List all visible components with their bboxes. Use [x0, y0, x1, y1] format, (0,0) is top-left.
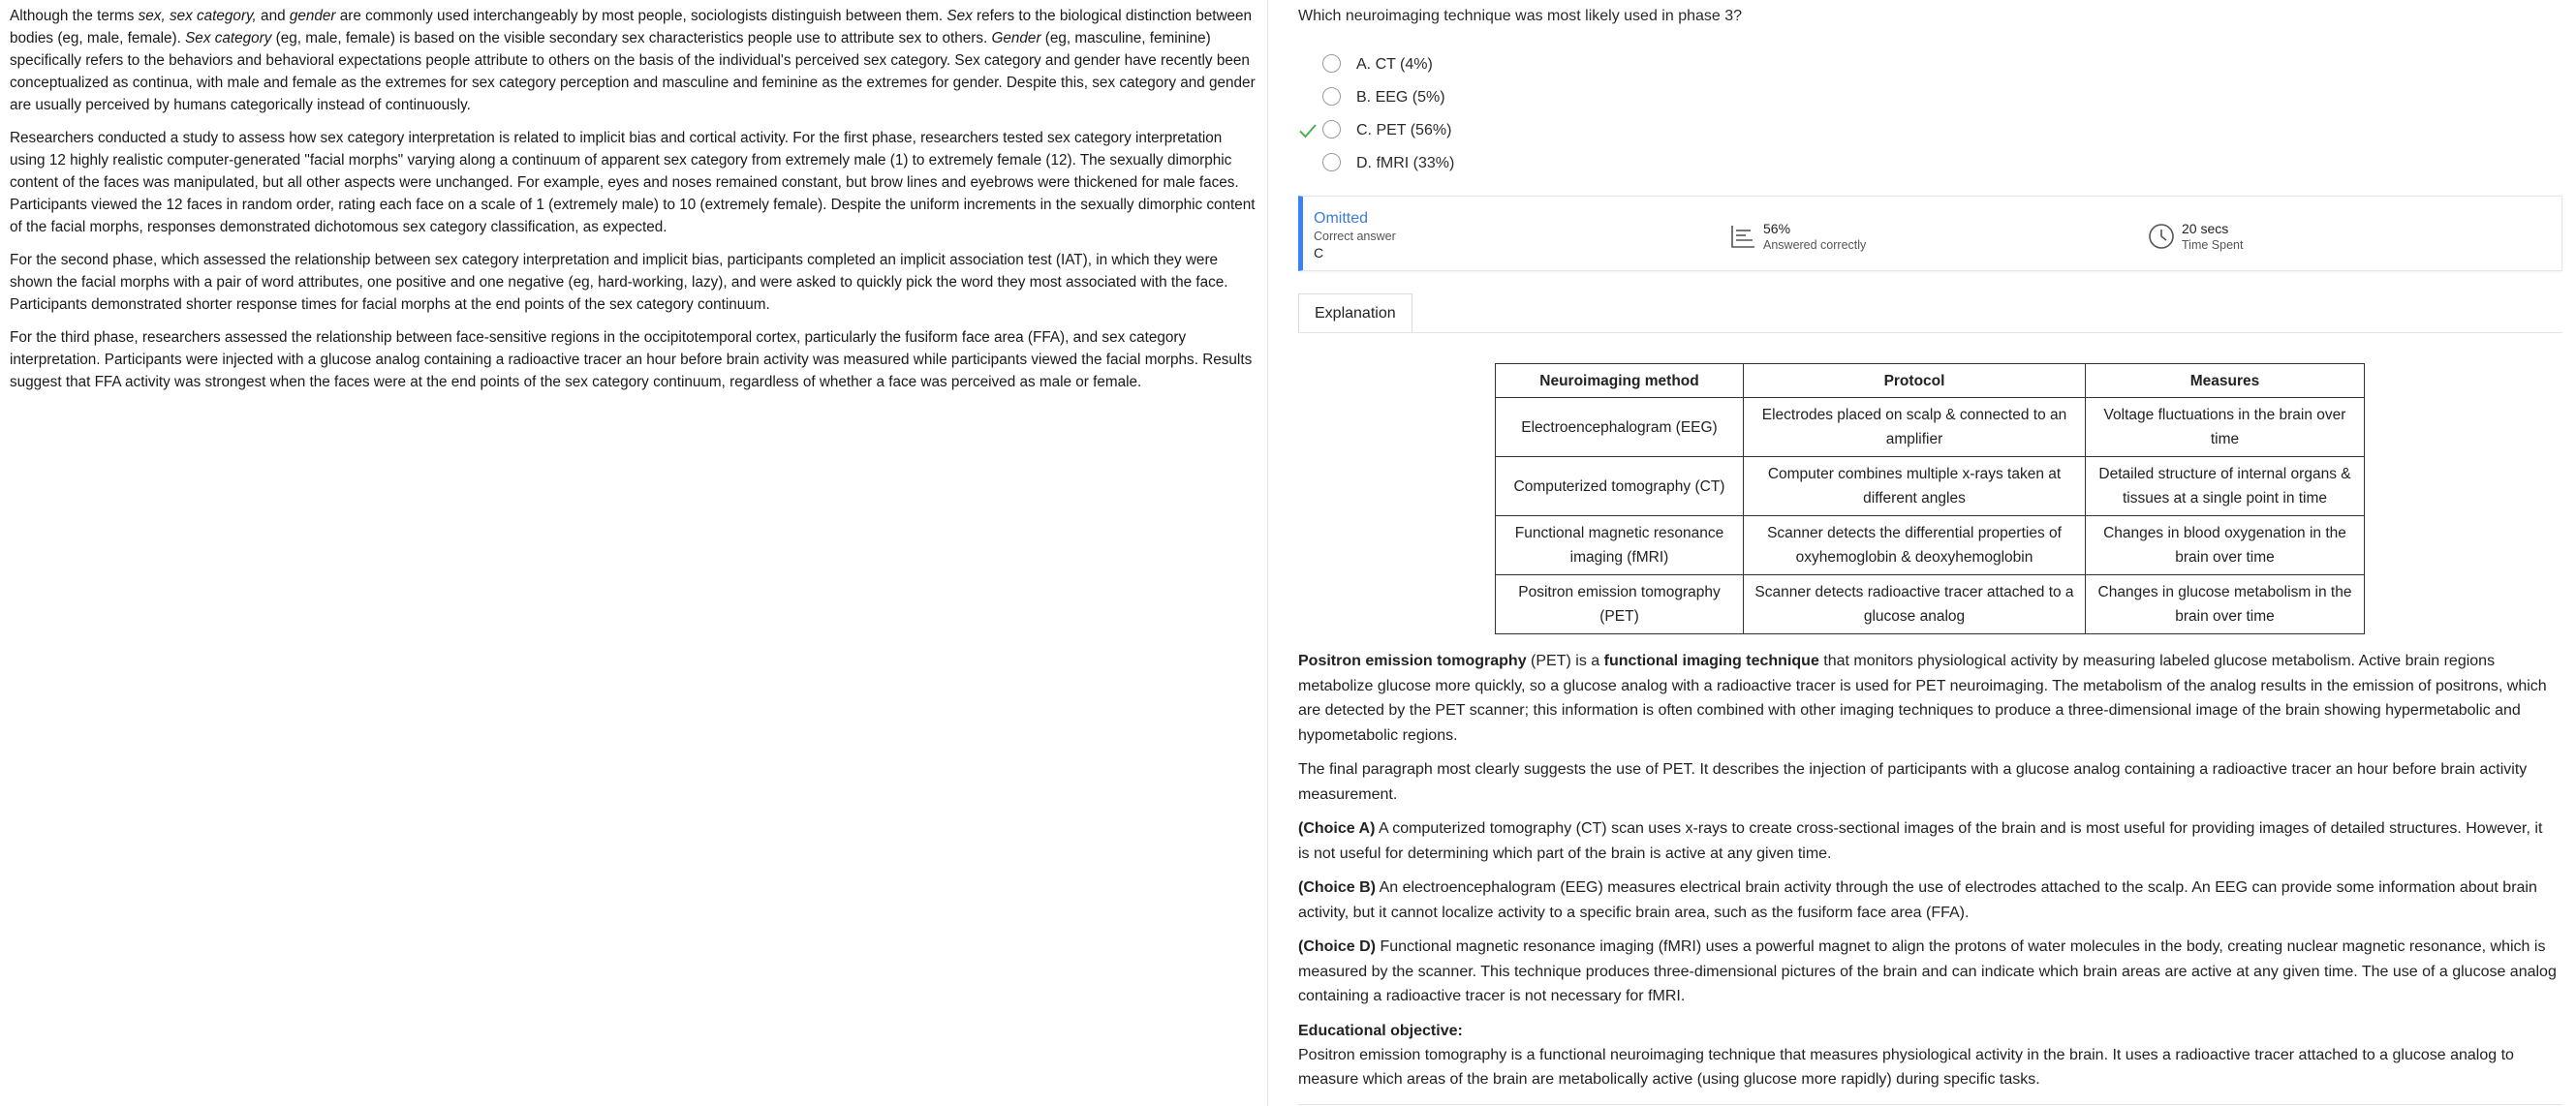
text: A computerized tomography (CT) scan uses x-rays to create cross-sectional images of the brain and is most useful for providing images of detailed structures. However, it is not useful for determining which part of the brain is active at any given time. [1298, 820, 2543, 862]
neuroimaging-table [1495, 363, 2365, 634]
header-protocol: Protocol [1744, 364, 2086, 398]
text: (PET) is a [1526, 653, 1604, 669]
term-sex: Sex [947, 8, 973, 24]
text: Although the terms [10, 8, 139, 24]
term-gender: gender [289, 8, 336, 24]
table-row [1496, 457, 2365, 516]
tab-explanation[interactable]: Explanation [1298, 293, 1412, 333]
radio-button[interactable] [1322, 54, 1341, 73]
passage-paragraph-2: Researchers conducted a study to assess how sex category interpretation is related to implicit bias and cortical activity. For the first phase, researchers tested sex category interpretation using 12 highly realistic computer-generated "facial morphs" varying along a continuum of apparent sex category from extremely male (1) to extremely female (12). The sexually dimorphic content of the faces was manipulated, but all other aspects were unchanged. For example, eyes and noses remained constant, but brow lines and eyebrows were thickened for male faces. Participants viewed the 12 faces in random order, rating each face on a scale of 1 (extremely male) to 10 (extremely female). Despite the uniform increments in the sexually dimorphic content of the facial morphs, responses demonstrated dichotomous sex category classification, as expected. [10, 130, 1256, 235]
panel-divider[interactable] [1267, 0, 1268, 1106]
radio-button[interactable] [1322, 87, 1341, 106]
term-sex-category: Sex category [185, 30, 272, 46]
text: refers to the biological distinction between bodies (eg, male, female). [10, 8, 1253, 46]
explanation-bottom-rule [1298, 1104, 2562, 1105]
percent-label: Answered correctly [1763, 238, 1867, 252]
header-method: Neuroimaging method [1496, 364, 1744, 398]
table-cell: Voltage fluctuations in the brain over time [2086, 398, 2365, 457]
tab-underline [1298, 332, 2562, 333]
term-sex-category: sex, sex category, [138, 8, 257, 24]
explanation-body [1298, 649, 2558, 1102]
table-header-row [1496, 364, 2365, 398]
passage-panel [0, 0, 1267, 1106]
table-row [1496, 516, 2365, 575]
text: (eg, male, female) is based on the visible secondary sex characteristics people use to attribute sex to others. [271, 30, 992, 46]
omitted-status: Omitted [1314, 210, 1369, 227]
correct-answer-value: C [1314, 245, 1324, 261]
text: and [256, 8, 290, 24]
bar-chart-icon [1729, 223, 1756, 250]
question-text: Which neuroimaging technique was most likely used in phase 3? [1298, 8, 1743, 24]
choice-label: C. PET (56%) [1356, 122, 1452, 138]
question-panel [1298, 0, 2558, 1106]
table-cell: Positron emission tomography (PET) [1496, 575, 1744, 634]
table-cell: Scanner detects radioactive tracer attached to a glucose analog [1744, 575, 2086, 634]
table-cell: Computer combines multiple x-rays taken at different angles [1744, 457, 2086, 516]
text: that monitors physiological activity by measuring labeled glucose metabolism. Active brain regions metabolize glucose more quickly, so a glucose analog with a radioactive tracer is used for PET neuroimaging. The metabolism of the analog results in the emission of positrons, which are detected by the PET scanner; this information is often combined with other imaging techniques to produce a three-dimensional image of the brain showing hypermetabolic and hypometabolic regions. [1298, 653, 2547, 744]
choice-label: A. CT (4%) [1356, 56, 1433, 73]
radio-button[interactable] [1322, 153, 1341, 171]
text: An electroencephalogram (EEG) measures electrical brain activity through the use of electrodes attached to the scalp. An EEG can provide some information about brain activity, but it cannot localize activity to a specific brain area, such as the fusiform face area (FFA). [1298, 879, 2537, 921]
time-value: 20 secs [2182, 221, 2229, 236]
table-cell: Functional magnetic resonance imaging (fMRI) [1496, 516, 1744, 575]
table-cell: Electrodes placed on scalp & connected to an amplifier [1744, 398, 2086, 457]
explanation-paragraph-1 [1298, 649, 2558, 748]
educational-objective-title: Educational objective: [1298, 1022, 1463, 1039]
passage-paragraph-4: For the third phase, researchers assessed the relationship between face-sensitive regions in the occipitotemporal cortex, particularly the fusiform face area (FFA), and sex category interpretation. Participants were injected with a glucose analog containing a radioactive tracer an hour before brain activity was measured while participants viewed the facial morphs. Results suggest that FFA activity was strongest when the faces were at the end points of the sex category continuum, regardless of whether a face was perceived as male or female. [10, 329, 1253, 390]
answer-stats-bar [1298, 196, 2562, 271]
bold-term: functional imaging technique [1603, 653, 1819, 669]
educational-objective-text: Positron emission tomography is a functional neuroimaging technique that measures physiological activity in the brain. It uses a radioactive tracer attached to a glucose analog to measure which areas of the brain are metabolically active (using glucose more rapidly) during specific tasks. [1298, 1046, 2514, 1088]
radio-button[interactable] [1322, 120, 1341, 138]
table-row [1496, 398, 2365, 457]
term-gender: Gender [991, 30, 1041, 46]
bold-term: Positron emission tomography [1298, 653, 1527, 669]
table-cell: Changes in glucose metabolism in the brain over time [2086, 575, 2365, 634]
explanation-choice-b [1298, 876, 2558, 925]
choice-label: D. fMRI (33%) [1356, 155, 1455, 171]
clock-icon [2148, 223, 2175, 250]
time-label: Time Spent [2182, 238, 2244, 252]
table-cell: Computerized tomography (CT) [1496, 457, 1744, 516]
choice-b-label: (Choice B) [1298, 879, 1376, 896]
choice-a-label: (Choice A) [1298, 820, 1376, 837]
table-cell: Electroencephalogram (EEG) [1496, 398, 1744, 457]
explanation-choice-d [1298, 935, 2558, 1009]
correct-answer-label: Correct answer [1314, 230, 1396, 243]
percent-value: 56% [1763, 221, 1791, 236]
text: (eg, masculine, feminine) specifically refers to the behaviors and behavioral expectations people attribute to others on the basis of the individual's perceived sex category. Sex category and gender have recently been conceptualized as continua, with male and female as the extremes for sex category perception and masculine and feminine as the extremes for gender. Despite this, sex category and gender are usually perceived by humans categorically instead of continuously. [10, 30, 1256, 113]
header-measures: Measures [2086, 364, 2365, 398]
explanation-paragraph-2: The final paragraph most clearly suggests the use of PET. It describes the injection of participants with a glucose analog containing a radioactive tracer an hour before brain activity measurement. [1298, 761, 2528, 803]
table-cell: Changes in blood oxygenation in the brain over time [2086, 516, 2365, 575]
passage-paragraph-3: For the second phase, which assessed the relationship between sex category interpretation and implicit bias, participants completed an implicit association test (IAT), in which they were shown the facial morphs with a pair of word attributes, one positive and one negative (eg, hard-working, lazy), and were asked to quickly pick the word they most associated with the face. Participants demonstrated shorter response times for facial morphs at the end points of the sex category continuum. [10, 252, 1228, 313]
answer-status [1314, 209, 1396, 261]
passage-paragraph-1 [10, 5, 1257, 116]
text: are commonly used interchangeably by most people, sociologists distinguish between them. [335, 8, 947, 24]
table-row [1496, 575, 2365, 634]
correct-check-icon [1298, 121, 1318, 140]
choice-label: B. EEG (5%) [1356, 89, 1445, 106]
text: Functional magnetic resonance imaging (fMRI) uses a powerful magnet to align the protons of water molecules in the body, creating nuclear magnetic resonance, which is measured by the scanner. This technique produces three-dimensional pictures of the brain and can indicate which brain areas are active at any given time. The use of a glucose analog containing a radioactive tracer is not necessary for fMRI. [1298, 938, 2557, 1004]
table-cell: Scanner detects the differential properties of oxyhemoglobin & deoxyhemoglobin [1744, 516, 2086, 575]
explanation-choice-a [1298, 816, 2558, 866]
choice-d-label: (Choice D) [1298, 938, 1376, 955]
table-cell: Detailed structure of internal organs & tissues at a single point in time [2086, 457, 2365, 516]
